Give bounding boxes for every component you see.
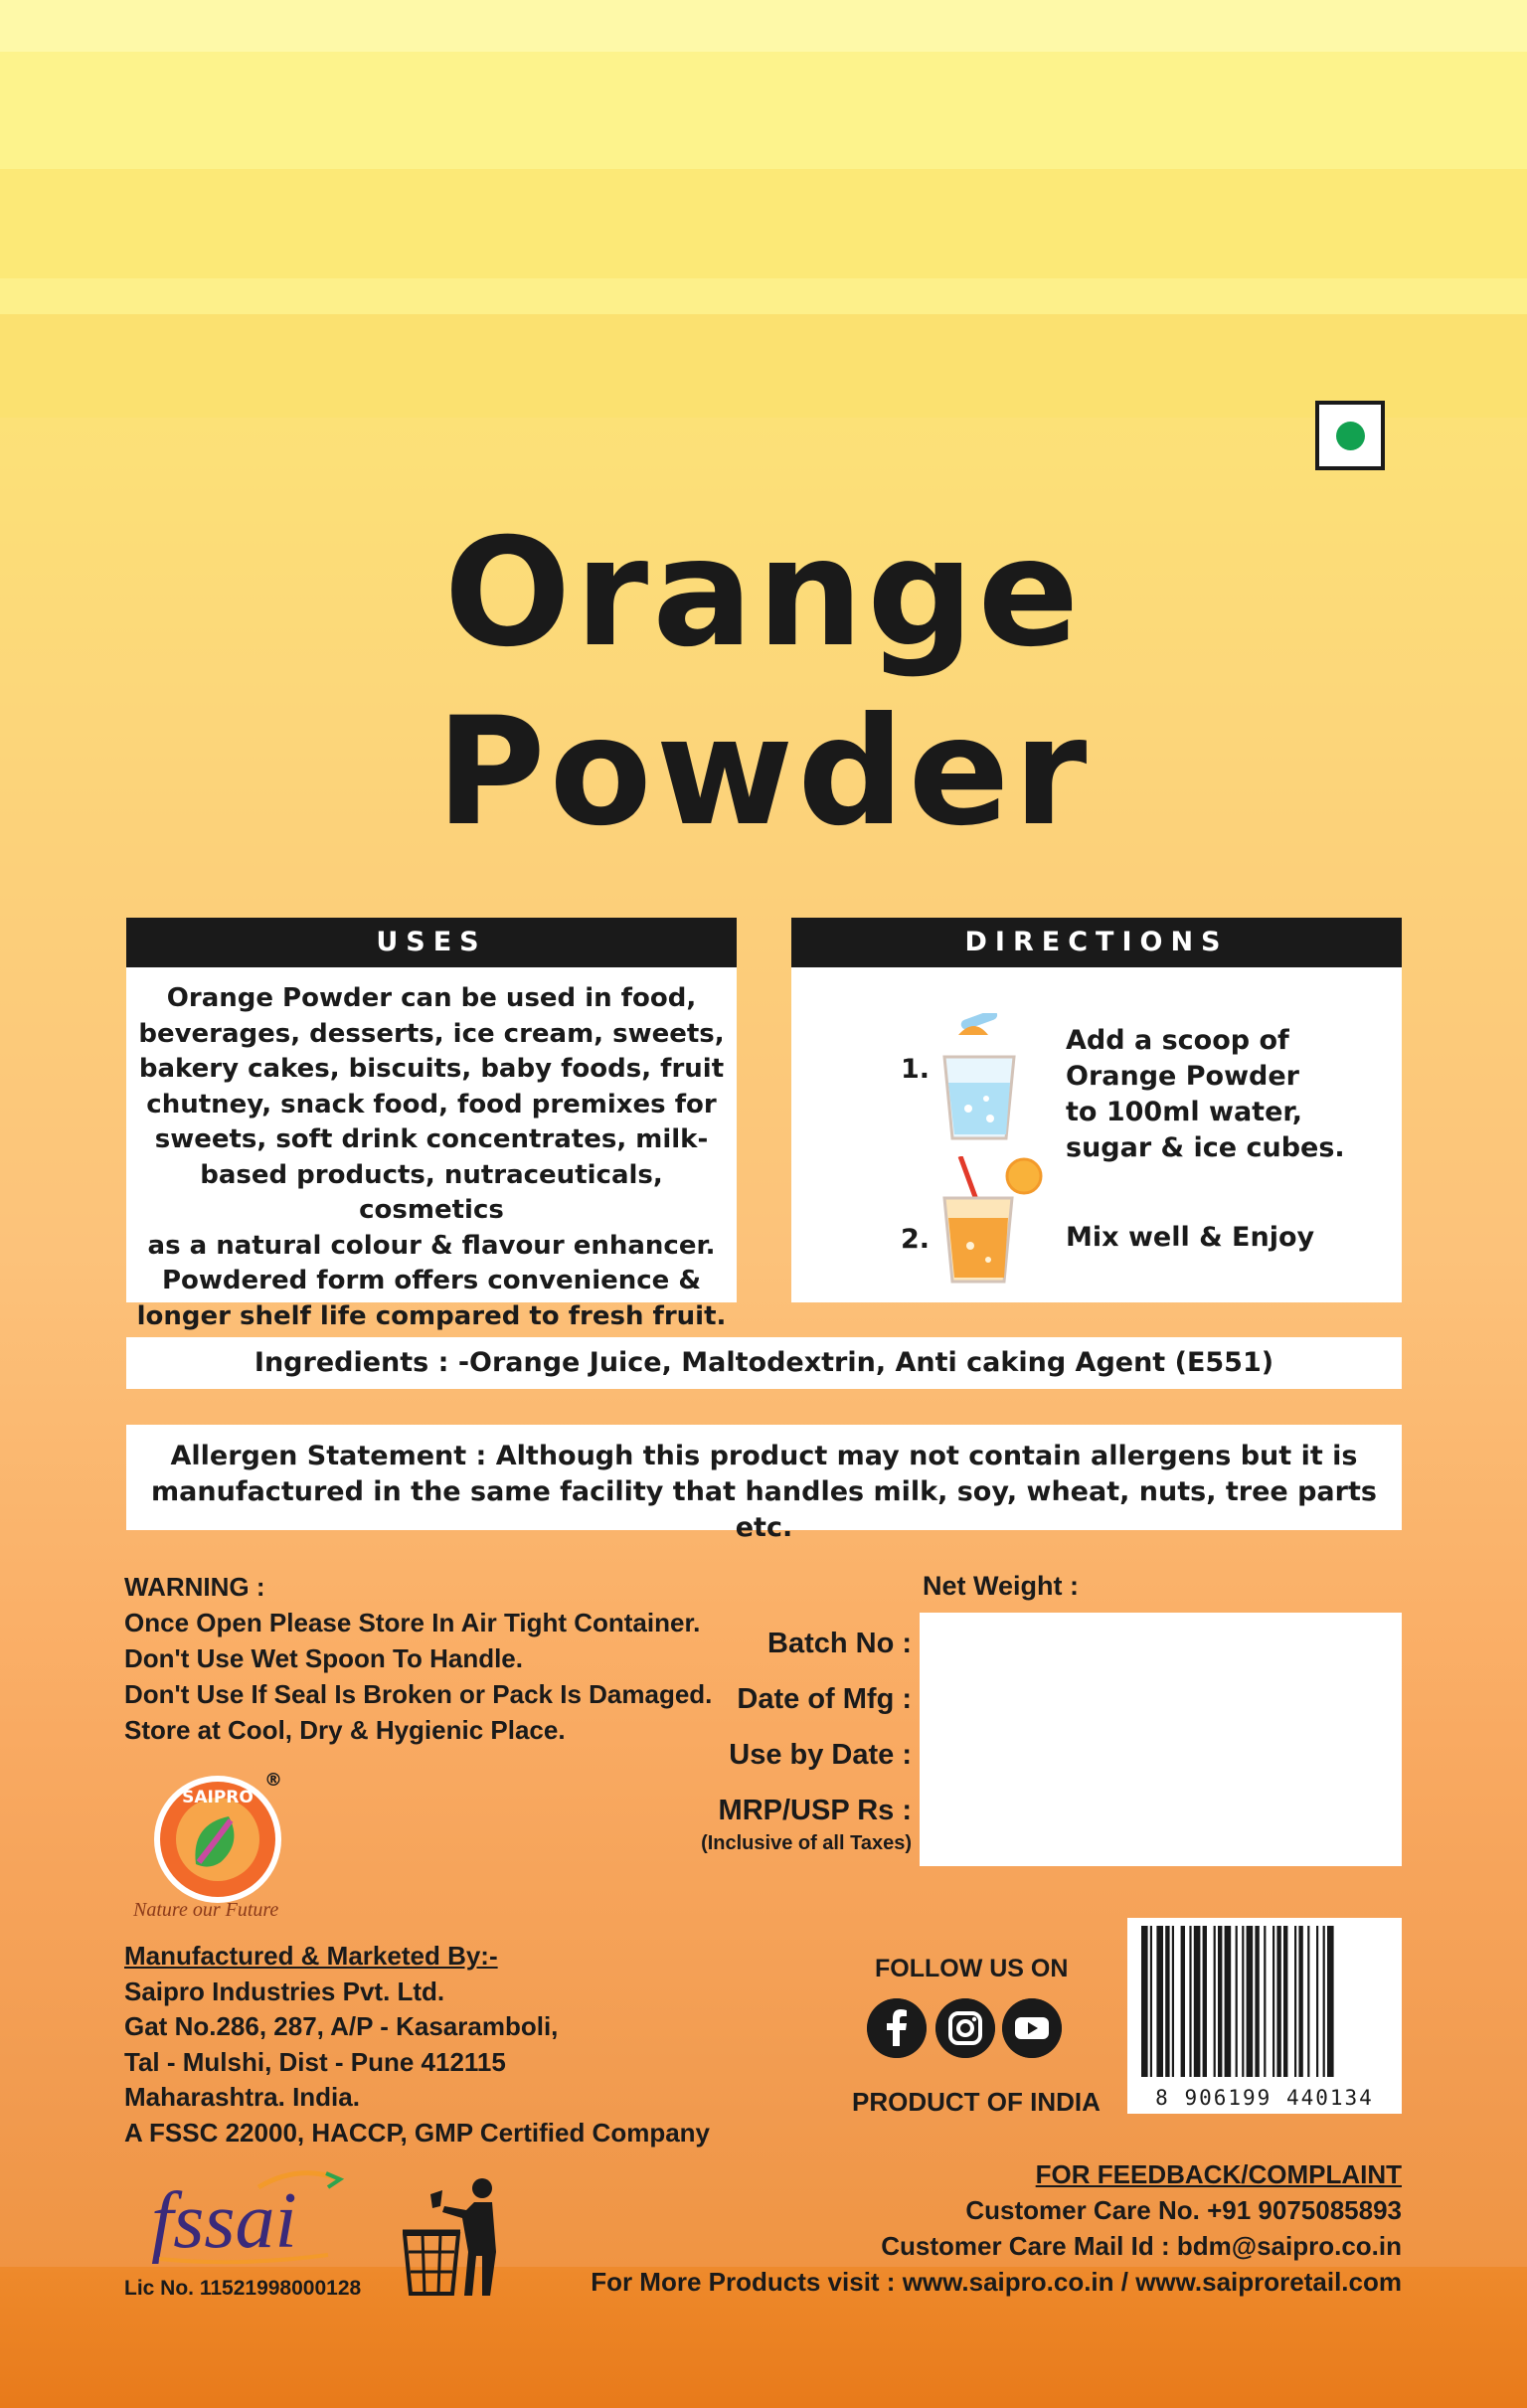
step-1-line: sugar & ice cubes. bbox=[1066, 1132, 1345, 1163]
net-weight-label: Net Weight : bbox=[923, 1571, 1079, 1601]
directions-panel bbox=[791, 918, 1402, 1302]
mrp-label: MRP/USP Rs : bbox=[718, 1795, 912, 1826]
product-title-line1: Orange bbox=[443, 507, 1084, 680]
barcode-number: 8 906199 440134 bbox=[1155, 2086, 1374, 2110]
barcode-bar bbox=[1236, 1926, 1238, 2077]
brand-tagline: Nature our Future bbox=[133, 1899, 279, 1921]
barcode-bar bbox=[1327, 1926, 1334, 2077]
stripe-5 bbox=[0, 314, 1527, 418]
directions-heading: DIRECTIONS bbox=[791, 918, 1402, 967]
barcode-bar bbox=[1276, 1926, 1280, 2077]
uses-line: beverages, desserts, ice cream, sweets, bbox=[138, 1018, 725, 1049]
product-title-line2: Powder bbox=[435, 686, 1092, 859]
glass-with-scoop-icon bbox=[938, 1013, 1038, 1142]
manufacturer-heading: Manufactured & Marketed By:- bbox=[124, 1941, 498, 1971]
warning-line: Once Open Please Store In Air Tight Container. bbox=[124, 1608, 701, 1637]
batch-info-box bbox=[920, 1613, 1402, 1866]
manufacturer-line: A FSSC 22000, HACCP, GMP Certified Company bbox=[124, 2117, 711, 2148]
stripe-2 bbox=[0, 52, 1527, 169]
barcode-bar bbox=[1272, 1926, 1274, 2077]
barcode-bar bbox=[1316, 1926, 1318, 2077]
manufacturer-line: Tal - Mulshi, Dist - Pune 412115 bbox=[124, 2046, 506, 2077]
barcode-bar bbox=[1203, 1926, 1207, 2077]
barcode-bar bbox=[1156, 1926, 1163, 2077]
warning-line: Don't Use Wet Spoon To Handle. bbox=[124, 1643, 523, 1673]
orange-drink-icon bbox=[938, 1156, 1048, 1286]
barcode-bars bbox=[1141, 1926, 1388, 2077]
barcode-bar bbox=[1141, 1926, 1148, 2077]
ingredients-strip: Ingredients : -Orange Juice, Maltodextrin, Anti caking Agent (E551) bbox=[126, 1337, 1402, 1389]
allergen-line: Allergen Statement : Although this product may not contain allergens but it is bbox=[170, 1441, 1358, 1471]
barcode-bar bbox=[1298, 1926, 1302, 2077]
facebook-icon[interactable] bbox=[867, 1998, 927, 2058]
barcode-bar bbox=[1307, 1926, 1309, 2077]
barcode-bar bbox=[1323, 1926, 1325, 2077]
veg-mark-icon bbox=[1315, 401, 1385, 470]
manufacturer-line: Saipro Industries Pvt. Ltd. bbox=[124, 1976, 445, 2006]
barcode-bar bbox=[1194, 1926, 1201, 2077]
stripe-4 bbox=[0, 278, 1527, 314]
uses-panel bbox=[126, 918, 737, 1331]
uses-line: Orange Powder can be used in food, bbox=[166, 983, 697, 1013]
customer-care-mail: Customer Care Mail Id : bdm@saipro.co.in bbox=[881, 2231, 1402, 2261]
uses-line: longer shelf life compared to fresh fruit. bbox=[136, 1300, 727, 1331]
follow-us-label: FOLLOW US ON bbox=[875, 1955, 1069, 1982]
uses-heading: USES bbox=[126, 918, 737, 967]
stripe-3 bbox=[0, 169, 1527, 278]
fssai-text: fssai bbox=[151, 2177, 297, 2265]
instagram-icon[interactable] bbox=[935, 1998, 995, 2058]
warning-heading: WARNING : bbox=[124, 1572, 265, 1602]
barcode-bar bbox=[1189, 1926, 1191, 2077]
use-by-label: Use by Date : bbox=[729, 1739, 912, 1771]
step-2-number: 2. bbox=[901, 1224, 931, 1255]
barcode-bar bbox=[1150, 1926, 1152, 2077]
barcode-bar bbox=[1181, 1926, 1185, 2077]
saipro-logo-icon bbox=[151, 1773, 284, 1906]
warning-line: Store at Cool, Dry & Hygienic Place. bbox=[124, 1715, 566, 1745]
product-of-india: PRODUCT OF INDIA bbox=[852, 2087, 1101, 2117]
step-1-number: 1. bbox=[901, 1054, 931, 1085]
barcode-bar bbox=[1214, 1926, 1216, 2077]
customer-care-number: Customer Care No. +91 9075085893 bbox=[965, 2195, 1402, 2225]
barcode-bar bbox=[1283, 1926, 1287, 2077]
barcode-bar bbox=[1225, 1926, 1232, 2077]
barcode-bar bbox=[1218, 1926, 1222, 2077]
stripe-1 bbox=[0, 0, 1527, 52]
barcode-bar bbox=[1247, 1926, 1254, 2077]
dispose-bin-icon bbox=[403, 2172, 512, 2297]
visit-websites: For More Products visit : www.saipro.co.in / www.saiproretail.com bbox=[591, 2267, 1402, 2297]
step-1-text bbox=[1066, 1023, 1345, 1166]
barcode-bar bbox=[1264, 1926, 1266, 2077]
fssai-logo-icon bbox=[149, 2167, 348, 2267]
youtube-icon[interactable] bbox=[1002, 1998, 1062, 2058]
step-1-line: Add a scoop of bbox=[1066, 1025, 1289, 1056]
batch-no-label: Batch No : bbox=[767, 1628, 912, 1659]
step-1-line: Orange Powder bbox=[1066, 1061, 1299, 1092]
uses-line: chutney, snack food, food premixes for bbox=[146, 1089, 717, 1119]
warning-block bbox=[124, 1569, 712, 1748]
barcode-bar bbox=[1165, 1926, 1169, 2077]
warning-line: Don't Use If Seal Is Broken or Pack Is Damaged. bbox=[124, 1679, 713, 1709]
barcode-bar bbox=[1172, 1926, 1174, 2077]
date-mfg-label: Date of Mfg : bbox=[737, 1683, 912, 1715]
barcode-bar bbox=[1242, 1926, 1244, 2077]
manufacturer-line: Gat No.286, 287, A/P - Kasaramboli, bbox=[124, 2011, 559, 2041]
allergen-strip bbox=[126, 1425, 1402, 1543]
step-2-text: Mix well & Enjoy bbox=[1066, 1222, 1315, 1253]
barcode-bar bbox=[1255, 1926, 1259, 2077]
feedback-heading: FOR FEEDBACK/COMPLAINT bbox=[1035, 2159, 1402, 2189]
step-1-line: to 100ml water, bbox=[1066, 1097, 1302, 1127]
manufacturer-block bbox=[124, 1939, 710, 2150]
uses-line: based products, nutraceuticals, cosmetics bbox=[200, 1159, 663, 1225]
manufacturer-line: Maharashtra. India. bbox=[124, 2082, 360, 2112]
uses-line: sweets, soft drink concentrates, milk- bbox=[154, 1124, 709, 1154]
uses-line: bakery cakes, biscuits, baby foods, fruit bbox=[138, 1054, 725, 1084]
uses-line: Powdered form offers convenience & bbox=[161, 1266, 702, 1295]
fssai-license: Lic No. 11521998000128 bbox=[124, 2277, 362, 2300]
barcode bbox=[1127, 1918, 1402, 2114]
allergen-line: manufactured in the same facility that handles milk, soy, wheat, nuts, tree parts etc. bbox=[151, 1476, 1377, 1543]
logo-text: SAIPRO bbox=[182, 1788, 254, 1807]
taxes-note: (Inclusive of all Taxes) bbox=[701, 1832, 912, 1854]
registered-mark: ® bbox=[264, 1770, 282, 1791]
barcode-bar bbox=[1294, 1926, 1296, 2077]
uses-text bbox=[126, 981, 737, 1334]
uses-line: as a natural colour & flavour enhancer. bbox=[147, 1230, 716, 1261]
